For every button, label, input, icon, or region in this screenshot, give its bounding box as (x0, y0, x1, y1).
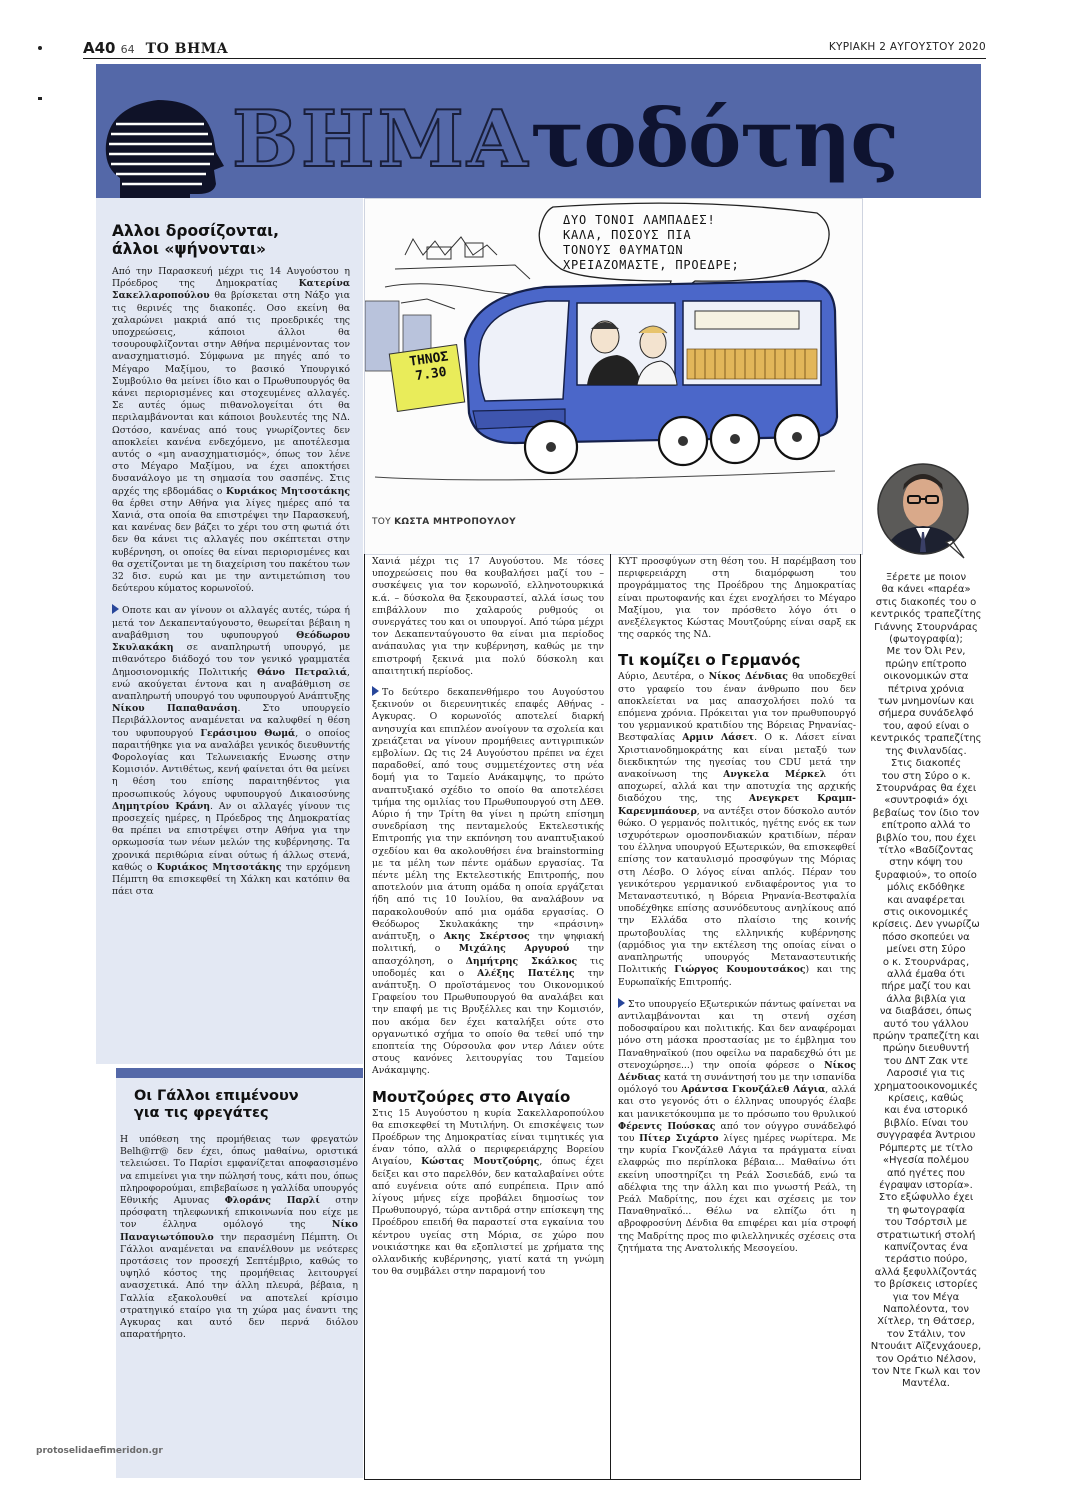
name-highlight: Αράντσα Γκονζάλεθ Λάγια (681, 1084, 826, 1096)
text-run: θα έρθει στην Αθήνα για λίγες ημέρες από τα Χανιά, στα οποία θα επιστρέψει την Παρασκευή, και κανένας δεν βάζει το χέρι του στη φωτιά ότι δεν θα κάνει τις αλλαγές που σκέπτεται στην κυβέρνηση, οι οποίες θα είναι περιορισμένες και θα σχετίζονται με τη διαχείριση του πακέτου των 32 δισ. ευρώ και με την αντιμετώπιση του δεύτερου κύματος κορωνοϊού. (112, 497, 350, 595)
text-run: τις υποδομές και ο (372, 955, 604, 979)
name-highlight: Θεόδωρου Σκυλακάκη (112, 629, 350, 654)
name-highlight: Νίκος Δένδιας (618, 1059, 856, 1083)
text-run: , αλλά και στο γεγονός ότι ο έλληνας υπουργός έλαβε και μανικετόκουμπα με το πρόσωπο του θρυλικού (618, 1084, 856, 1120)
side-note-line: πρώην επίτροπο (885, 658, 967, 670)
title-line: άλλοι «ψήνονται» (112, 240, 267, 258)
side-note-line: των μνημονίων και (878, 696, 974, 708)
name-highlight: Φλοράνς Παρλί (224, 1195, 320, 1207)
box-accent-bar (116, 1068, 363, 1078)
text-run: την απασχόληση, ο (372, 943, 604, 967)
side-note-line: στην κόψη του (889, 857, 963, 869)
side-note-line: το βρίσκεις ιστορίες (873, 1279, 979, 1291)
side-note-line: στρατιωτική στολή (876, 1229, 976, 1241)
text-run: την ερχόμενη Πέμπτη θα επισκεφθεί τη Χάλκη και κατόπιν θα πάει στα (112, 861, 351, 898)
text-run: λίγες ημέρες νωρίτερα. Με την κυρία Γκονζάλεθ Λάγια τα πράγματα είναι ελαφρώς πιο περίπλοκα βέβαια... Μαθαίνω ότι εκείνη υποστηρίζει τη Ρεάλ Σοσιεδάδ, ενώ τα αδέλφια της την άλλη και πιο γνωστή Ρεάλ, τη Ρεάλ Μαδρίτης, που έχει και σχέσεις με τον Παναθηναϊκό... Θέλω να ελπίζω ότι η αβροφροσύνη Δένδια θα επιφέρει και μία στροφή της Μαδρίτης προς πιο φιλελληνικές σχέσεις στα ζητήματα της Ανατολικής Μεσογείου. (618, 1132, 856, 1254)
box-article-title (134, 1088, 358, 1122)
title-line: για τις φρεγάτες (134, 1105, 269, 1121)
name-highlight: Αρμιν Λάσετ (682, 732, 755, 744)
side-note-line: κεντρικός τραπεζίτης (870, 609, 982, 621)
name-highlight: Γεράσιμου Θωμά (200, 727, 296, 739)
side-note-line: Λαροσιέ για τις (886, 1068, 966, 1080)
title-line: Οι Γάλλοι επιμένουν (134, 1088, 299, 1104)
sidebar-article (112, 222, 350, 898)
side-note-line: του στη Σύρο ο κ. (881, 770, 971, 782)
bubble-line: ΚΑΛΑ, ΠΟΣΟΥΣ ΠΙΑ (563, 228, 692, 242)
scan-speck (38, 97, 42, 100)
name-highlight: Μιχάλης Αργυρού (458, 943, 570, 955)
name-highlight: Κώστας Μουτζούρης (421, 1156, 540, 1168)
sign-line: 7.30 (414, 364, 448, 385)
name-highlight: Θάνο Πετραλιά (256, 666, 348, 678)
side-note-line: Στο εξώφυλλο έχει (878, 1192, 974, 1204)
text-run: Αύριο, Δευτέρα, ο (618, 671, 709, 683)
side-note-line: καπνίζοντας ένα (884, 1241, 968, 1253)
name-highlight: Δημήτρης Σκάλκος (465, 955, 578, 967)
text-run: Το δεύτερο δεκαπενθήμερο του Αυγούστου ξεκινούν οι διερευνητικές επαφές Αθήνας - Αγκυρας. Ο κορωνοϊός αποτελεί διαρκή ανησυχία και επιπλέον ανοίγουν τα σχολεία και χρειάζεται να γίνουν προμήθειες αντιγριπικών εμβολίων. Ως τις 24 Αυγούστου πρέπει να έχει παραδοθεί, από τους συμμετέχοντες στη νέα δομή για το Ταμείο Ανάκαμψης, το πρώτο αναπτυξιακό σχέδιο το οποίο θα αποτελέσει τμήμα της ομιλίας του Πρωθυπουργού στη ΔΕΘ. Αύριο ή την Τρίτη θα γίνει η πρώτη επίσημη συνεδρίαση της πενταμελούς Εκτελεστικής Επιτροπής για την εκπόνηση του αναπτυξιακού σχεδίου και θα ακολουθήσει ένα brainstorming με τα μέλη των πέντε ομάδων εργασίας. Τα πέντε μέλη της Εκτελεστικής Επιτροπής, που αποτελούν μια άτυπη ομάδα η οποία εργάζεται ήδη από τις 10 Ιουλίου, θα αναλάβουν να παρακολουθούν από μια ομάδα εργασίας. Ο Θεόδωρος Σκυλακάκης την «πράσινη» ανάπτυξη, ο (372, 687, 604, 943)
box-article (120, 1088, 358, 1341)
text-run: την ανάπτυξη. Ο προϊστάμενος του Οικονομικού Γραφείου του Πρωθυπουργού θα αναλάβει και την επαφή με τις Βρυξέλλες και την Κομισιόν, που ακόμα δεν έχει καταλήξει ούτε στο οργανωτικό σχήμα το οποίο θα τεθεί υπό την εποπτεία της Ούρσουλα φον ντερ Λάιεν ούτε στους κανόνες λειτουργίας του Ταμείου Ανάκαμψης. (372, 967, 604, 1077)
side-note-line: σήμερα συνάδελφό (878, 708, 974, 720)
side-note-line: πέτρινα χρόνια (887, 683, 965, 695)
page-number-area (83, 38, 228, 57)
page-number-small: 64 (120, 43, 135, 56)
footer-rule (364, 1479, 861, 1480)
name-highlight: Φέρεντς Πούσκας (618, 1120, 716, 1132)
side-note-line: αυτό του γάλλου (883, 1018, 969, 1030)
side-note-line: τη φωτογραφία (886, 1204, 966, 1216)
text-run: στην πρόσφατη τηλεφωνική επικοινωνία που είχε με τον έλληνα ομόλογό της (120, 1195, 358, 1231)
text-run: Στις 15 Αυγούστου η κυρία Σακελλαροπούλου θα επισκεφθεί τη Μυτιλήνη. Οι επισκέψεις των Προέδρων της Δημοκρατίας είναι τιμητικές για έναν τόπο, αλλά ο περιφερειάρχης Βορείου Αιγαίου, (372, 1107, 604, 1168)
cartoon-artist: ΚΩΣΤΑ ΜΗΤΡΟΠΟΥΛΟΥ (394, 517, 516, 527)
side-note-line: Γιάννης Στουρνάρας (874, 621, 978, 633)
column-rule (860, 554, 861, 1479)
name-highlight: Ανγκελα Μέρκελ (723, 769, 827, 781)
name-highlight: Κυριάκος Μητσοτάκης (225, 485, 350, 497)
name-highlight: Δημητρίου Κράνη (112, 800, 210, 812)
title-line: Αλλοι δροσίζονται, (112, 222, 280, 240)
paragraph (618, 556, 856, 641)
subheading: Τι κομίζει ο Γερμανός (618, 651, 801, 670)
masthead (232, 91, 899, 185)
header-rule (83, 58, 986, 59)
text-run: . Στο υπουργείο Περιβάλλοντος αναμένεται να καλυφθεί η θέση του υφυπουργού (112, 703, 350, 739)
name-highlight: Ανεγκρετ Κραμπ-Καρενμπάουερ (618, 793, 857, 817)
text-run: , ο οποίος παραιτήθηκε για να αναλάβει γενικός διευθυντής Φορολογίας και Τελωνειακής Ενωσης στην Κομισιόν. Αντιθέτως, κενή φαίνεται ότι θα μείνει η θέση του επίσης παραιτηθέντος για προσωπικούς λόγους υφυπουργού Δικαιοσύνης (112, 727, 350, 800)
text-run: την ψηφιακή πολιτική, ο (372, 931, 604, 955)
right-middle-column (618, 556, 856, 1255)
side-note-line: στις διακοπές του ο (875, 596, 977, 608)
text-run: από τον ούγγρο συνάδελφό του (618, 1120, 856, 1144)
side-note-line: βεβαίως τον ίδιο τον (872, 807, 980, 819)
side-note-line: Στουρνάρας θα έχει (875, 782, 977, 794)
text-run: , να αντέξει στον δύσκολο αυτόν θώκο. Ο γερμανός πολιτικός, ηγέτης ενός εκ των ισχυρότερων ομοσπονδιακών κρατιδίων, πέραν του έλληνα υπουργού Εξωτερικών, θα επισκεφθεί επίσης τον καταυλισμό προσφύγων της Μόριας στη Λέσβο. Ο λόγος είναι απλός. Πέραν του γενικότερου γερμανικού ενδιαφέροντος για το Μεταναστευτικό, η Βόρεια Ρηνανία-Βεστφαλία υποδέχθηκε επίσης ασυνόδευτους ανηλίκους από την Ελλάδα στο πλαίσιο της κοινής πρωτοβουλίας της ελληνικής κυβέρνησης (αρμόδιος για την εκτέλεση της οποίας είναι ο αναπληρωτής υπουργός Μεταναστευτικής Πολιτικής (618, 805, 856, 976)
masthead-caps: ΒΗΜΑ (232, 94, 531, 185)
text-run: . Ο κ. Λάσετ είναι Χριστιανοδημοκράτης και είναι μεταξύ των διεκδικητών της ηγεσίας του CDU μετά την ανακοίνωση της (618, 732, 856, 781)
name-highlight: Γιώργος Κουμουτσάκος (674, 964, 806, 976)
side-note-line: αλλά έμαθα ότι (887, 969, 965, 980)
text-run: κατά τη συνάντησή του με την ισπανίδα ομόλογό του (618, 1071, 856, 1096)
side-note-line: τον Ντε Γκωλ και τον (871, 1366, 981, 1377)
middle-column (372, 556, 604, 1278)
name-highlight: Νίκου Παπαθανάση (112, 703, 238, 715)
sidebar-article-title (112, 222, 350, 258)
side-note-line: στις οικονομικές (883, 906, 969, 918)
bubble-line: ΤΟΝΟΥΣ ΘΑΥΜΑΤΩΝ (563, 243, 684, 257)
side-note-line: βιβλίο. Είναι του (883, 1117, 969, 1129)
side-note-line: τον Στάλιν, τον (886, 1328, 966, 1340)
paragraph (372, 556, 604, 678)
side-note-line: Ξέρετε με ποιον (885, 572, 967, 583)
side-note-line: πρώην τραπεζίτη και (872, 1031, 980, 1043)
head-logo-icon (98, 92, 228, 210)
paragraph (112, 266, 350, 595)
issue-date: ΚΥΡΙΑΚΗ 2 ΑΥΓΟΥΣΤΟΥ 2020 (828, 41, 986, 53)
cartoon-credit (372, 517, 516, 527)
side-note-line: του, αφού είναι ο (882, 720, 970, 732)
text-run: Η υπόθεση της προμήθειας των φρεγατών Belh@rr@ δεν έχει, όπως μαθαίνω, οριστικά τελειώσει. Το Παρίσι εμφανίζεται αποφασισμένο να επιμείνει για την πώλησή τους, κάτι που, όπως πληροφορούμαι, επιβεβαίωσε η γαλλίδα υπουργός Εθνικής Αμυνας (120, 1134, 358, 1207)
side-note-line: θα κάνει «παρέα» (881, 584, 971, 596)
side-note (866, 572, 986, 1391)
bubble-line: ΔΥΟ ΤΟΝΟΙ ΛΑΜΠΑΔΕΣ! (563, 213, 716, 227)
paragraph (112, 604, 350, 898)
side-note-line: κρίσεις, καθώς (888, 1093, 964, 1105)
side-note-line: Ρόμπερτς με τίτλο (879, 1142, 973, 1154)
masthead-lower: τοδότης (530, 91, 899, 185)
source-watermark: protoselidaefimeridon.gr (36, 1446, 163, 1456)
side-note-line: «συντροφιά» όχι (884, 795, 968, 807)
name-highlight: Κατερίνα Σακελλαροπούλου (112, 278, 350, 302)
text-run: ΚΥΤ προσφύγων στη θέση του. Η παρέμβαση του περιφερειάρχη στη διαμόρφωση του προγράμματος της Προέδρου της Δημοκρατίας είναι πρωτοφανής και έχει ενοχλήσει το Μέγαρο Μαξίμου, για τον πρόσθετο λόγο ότι ο ανεξέλεγκτος Κώστας Μουτζούρης είναι σαρξ εκ της σαρκός της ΝΔ. (618, 556, 856, 641)
name-highlight: Κυριάκος Μητσοτάκης (156, 861, 282, 873)
side-note-line: ξυραφιού», το οποίο (875, 869, 977, 881)
paragraph-arrow-icon (618, 998, 625, 1008)
text-run: ) και της Ευρωπαϊκής Επιτροπής. (618, 964, 856, 988)
side-note-line: Ναπολέοντα, τον (883, 1303, 969, 1315)
credit-prefix: ΤΟΥ (372, 517, 395, 527)
text-run: σε αναπληρωτή υπουργό, με πιθανότερο διάδοχό του τον γενικό γραμματέα Δημοσιονομικής Πολιτικής (112, 642, 350, 678)
paragraph (618, 671, 856, 988)
bubble-line: ΧΡΕΙΑΖΟΜΑΣΤΕ, ΠΡΟΕΔΡΕ; (563, 258, 740, 272)
side-note-line: του Τσόρτσιλ με (884, 1217, 968, 1229)
side-note-line: βιβλίο του, που έχει (875, 832, 977, 844)
text-run: Οποτε και αν γίνουν οι αλλαγές αυτές, τώρα ή μετά τον Δεκαπενταύγουστο, θεωρείται βέβαιη η αναβάθμιση του υφυπουργού (112, 605, 350, 641)
side-note-line: κεντρικός τραπεζίτης (870, 733, 982, 745)
side-note-line: Ντουάιτ Αϊζενχάουερ, (870, 1341, 982, 1353)
side-note-line: για τον Μέγα (892, 1291, 960, 1303)
cartoon-speech-bubble (563, 213, 823, 273)
side-note-line: οικονομικών στα (883, 671, 969, 683)
paragraph (618, 998, 856, 1255)
text-run: . Αν οι αλλαγές γίνουν τις προσεχείς ημέρες, η Πρόεδρος της Δημοκρατίας θα πρέπει να επιστρέψει στην Αθήνα για την ορκωμοσία των νέων μελών της κυβέρνησης. Τα χρονικά περιθώρια είναι ούτως ή άλλως στενά, καθώς ο (112, 800, 350, 873)
side-note-line: τον Οράτιο Νέλσον, (875, 1353, 977, 1365)
side-note-line: πόσο σκοπεύει να (882, 931, 970, 943)
text-run: θα υποδεχθεί στο γραφείο του έναν άνθρωπο που δεν αποκλείεται να μας απασχολήσει πολύ τα επόμενα χρόνια. Πρόκειται για τον πρωθυπουργό του γερμανικού κρατιδίου της Βόρειας Ρηνανίας-Βεστφαλίας (618, 671, 856, 744)
subheading: Μουτζούρες στο Αιγαίο (372, 1087, 571, 1106)
side-note-line: άλλα βιβλία για (886, 993, 966, 1005)
name-highlight: Νίκος Δένδιας (708, 671, 788, 683)
text-run: , όπως έχει δείξει και στο παρελθόν, δεν καταλαβαίνει ούτε από ευγένεια ούτε από ευπρέπεια. Πριν από λίγους μήνες είχε προβάλει δημοσίως τον Πρωθυπουργό, τώρα αντιδρά στην επίσκεψη της Προέδρου επειδή θα παραστεί στα εγκαίνια του κέντρου υγείας στη Μόρια, σε χώρο που νοικιάστηκε και θα εξοπλιστεί με χρήματα της ολλανδικής κυβέρνησης, γιατί κατά τη γνώμη του θα συμβάλει στην παραμονή του (372, 1156, 604, 1278)
page-number: Α40 (83, 39, 116, 57)
side-note-line: Στις διακοπές (890, 758, 962, 770)
side-note-line: χρηματοοικονομικές (874, 1080, 978, 1092)
side-note-line: και ένα ιστορικό (884, 1105, 968, 1117)
sign-line: ΤΗΝΟΣ (408, 349, 450, 370)
side-note-line: και αναφέρεται (887, 894, 965, 906)
column-rule (610, 554, 611, 1479)
text-run: θα βρίσκεται στη Νάξο για τις θερινές της διακοπές. Οσο εκείνη θα χαλαρώνει μακριά από τις προεδρικές της υποχρεώσεις, κάποιοι άλλοι θα τσουρουφλίζονται στην Αθήνα περιμένοντας τον ανασχηματισμό. Σύμφωνα με πηγές από το Μέγαρο Μαξίμου, το βασικό Υπουργικό Συμβούλιο θα μείνει ίδιο και ο Πρωθυπουργός θα κάνει περιορισμένες και στοχευμένες αλλαγές. Σε αυτές όμως πιθανολογείται ότι θα περιλαμβάνονται και κάποιοι βουλευτές της ΝΔ. Ωστόσο, κανένας από τους γνωρίζοντες δεν αποκλείει κανένα ενδεχόμενο, με αποτέλεσμα αυτός ο «μη ανασχηματισμός», όπως τον λένε στο Μέγαρο Μαξίμου, να έχει αποκτήσει δυσανάλογο με τη σημασία του σασπένς. Στις αρχές της εβδομάδας ο (112, 290, 350, 497)
side-note-line: μόλις εκδόθηκε (886, 882, 966, 894)
text-run: την περασμένη Πέμπτη. Οι Γάλλοι αναμένεται να επανέλθουν με νεότερες προτάσεις τον προσεχή Σεπτέμβριο, καθώς το υψηλό κόστος της προμήθειας λειτουργεί ανασχετικά. Από την άλλη πλευρά, βέβαια, η Γαλλία εξακολουθεί να αποτελεί κρίσιμο στρατηγικό εταίρο για τη χώρα μας έναντι της Αγκυρας και αυτό δεν περνά διόλου απαρατήρητο. (120, 1231, 358, 1341)
side-note-line: «Ηγεσία πολέμου (882, 1155, 970, 1167)
text-run: ότι αποχωρεί, αλλά και την αποτυχία της αρχικής διαδόχου της, της (618, 769, 856, 805)
side-note-line: Μαντέλα. (902, 1378, 950, 1390)
side-note-line: της Φινλανδίας. (885, 745, 967, 757)
paragraph-arrow-icon (372, 686, 379, 696)
side-note-line: τεράστιο πούρο, (884, 1254, 968, 1266)
side-note-line: να διαβάσει, όπως (879, 1006, 973, 1018)
text-run: Από την Παρασκευή μέχρι τις 14 Αυγούστου η Πρόεδρος της Δημοκρατίας (112, 266, 350, 290)
side-note-line: μείνει στη Σύρο (886, 944, 966, 956)
side-note-line: Χίτλερ, τη Θάτσερ, (877, 1316, 975, 1328)
side-note-line: του ΔΝΤ Ζακ ντε (883, 1055, 969, 1067)
portrait-photo (876, 462, 970, 560)
side-note-line: συγγραφέα Άντριου (876, 1130, 976, 1142)
side-note-line: πρώην διευθυντή (882, 1043, 970, 1055)
side-note-line: κρίσεις. Δεν γνωρίζω (872, 919, 980, 931)
text-run: , ενώ ακούγεται έντονα και η αναβάθμιση σε αναπληρωτή υπουργό του υφυπουργού Ανάπτυξης (112, 666, 350, 702)
side-note-line: έγραψαν ιστορία». (879, 1179, 973, 1191)
side-note-line: ο κ. Στουρνάρας, (882, 956, 970, 968)
paragraph (372, 1108, 604, 1279)
scan-speck (38, 46, 42, 50)
name-highlight: Αλέξης Πατέλης (477, 967, 575, 979)
paragraph (120, 1134, 358, 1341)
text-run: Χανιά μέχρι τις 17 Αυγούστου. Με τόσες υποχρεώσεις που θα κουβαλήσει μαζί του – συσκέψεις για τον κορωνοϊό, ελληνοτουρκικά κ.ά. – δύσκολα θα ξεκουραστεί, αλλά ίσως του επιβάλλουν πιο χαλαρούς ρυθμούς οι συνεργάτες του και οι υπουργοί. Από τώρα μέχρι τον Δεκαπενταύγουστο θα είναι μια περίοδος ανάπαυλας για την κυβέρνηση, καθώς με την επιστροφή ξεκινά μια πολύ δύσκολη και απαιτητική περίοδος. (372, 556, 604, 677)
column-rule (364, 554, 365, 1479)
name-highlight: Νίκο Παναγιωτόπουλο (120, 1219, 358, 1243)
text-run: Στο υπουργείο Εξωτερικών πάντως φαίνεται να αντιλαμβάνονται και τη στενή σχέση ποδοσφαίρου και πολιτικής. Και δεν αναφέρομαι μόνο στη μάσκα προστασίας με το έμβλημα του Παναθηναϊκού (που οφείλω να παραδεχθώ ότι με στενοχώρησε...) την οποία φόρεσε ο (618, 998, 856, 1071)
side-note-line: τίτλο «Βαδίζοντας (878, 844, 974, 856)
newspaper-name: ΤΟ ΒΗΜΑ (145, 41, 229, 57)
name-highlight: Ακης Σκέρτσος (443, 931, 530, 943)
paragraph-arrow-icon (112, 604, 119, 614)
side-note-line: πήρε μαζί του και (881, 981, 971, 993)
side-note-line: αλλά ξεφυλλίζοντάς (874, 1266, 978, 1278)
name-highlight: Πίτερ Σιχάρτο (639, 1132, 719, 1144)
side-note-line: από ηγέτες που (887, 1167, 965, 1179)
side-note-line: Με τον Όλι Ρεν, (886, 646, 966, 658)
paragraph (372, 686, 604, 1078)
side-note-line: (φωτογραφία); (889, 634, 963, 646)
side-note-line: επίτροπο αλλά το (881, 820, 971, 832)
